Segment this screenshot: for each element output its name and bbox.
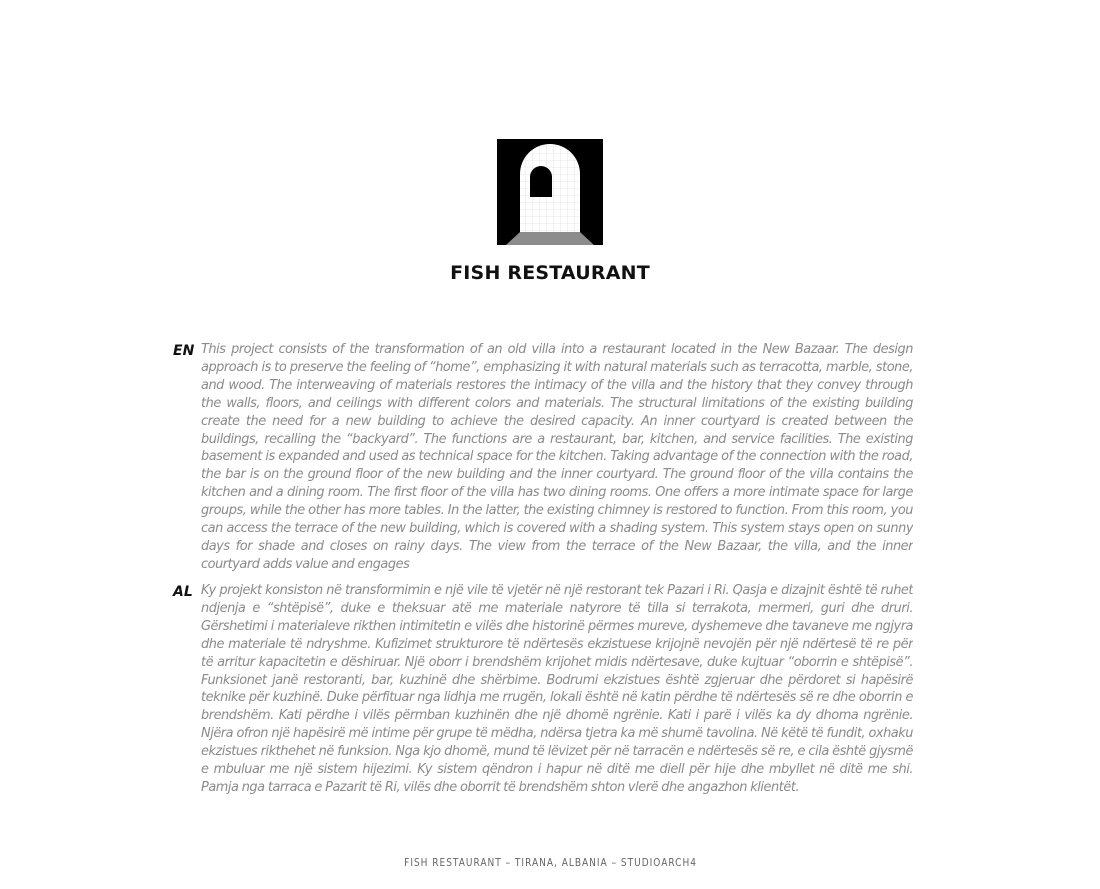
language-label-al: AL xyxy=(173,584,193,600)
description-text-en: This project consists of the transformation of an old villa into a restaurant located in the New Bazaar. The design approach is to preserve the feeling of “home”, emphasizing it with natural materials such as terracotta, marble, stone, and wood. The interweaving of materials restores the intimacy of the villa and the history that they convey through the walls, floors, and ceilings with different colors and materials. The structural limitations of the existing building create the need for a new building to achieve the desired capacity. An inner courtyard is created between the buildings, recalling the “backyard”. The functions are a restaurant, bar, kitchen, and service facilities. The existing basement is expanded and used as technical space for the kitchen. Taking advantage of the connection with the road, the bar is on the ground floor of the new building and the inner courtyard. The ground floor of the villa contains the kitchen and a dining room. The first floor of the villa has two dining rooms. One offers a more intimate space for large groups, while the other has more tables. In the latter, the existing chimney is restored to function. From this room, you can access the terrace of the new building, which is covered with a shading system. This system stays open on sunny days for shade and closes on rainy days. The view from the terrace of the New Bazaar, the villa, and the inner courtyard adds value and engages xyxy=(201,342,913,572)
arched-doorway-icon xyxy=(497,139,603,245)
description-english xyxy=(170,341,914,573)
footer-caption: FISH RESTAURANT – TIRANA, ALBANIA – STUDIOARCH4 xyxy=(404,856,697,869)
page-title: FISH RESTAURANT xyxy=(450,262,650,284)
description-albanian xyxy=(170,582,914,797)
description-text-al: Ky projekt konsiston në transformimin e një vile të vjetër në një restorant tek Pazari i Ri. Qasja e dizajnit është të ruhet ndjenja e “shtëpisë”, duke e theksuar atë me materiale natyrore të tilla si terrakota, mermeri, guri dhe druri. Gërshetimi i materialeve rikthen intimitetin e vilës dhe historinë përmes mureve, dyshemeve dhe tavaneve me ngjyra dhe materiale të ndryshme. Kufizimet strukturore të ndërtesës ekzistuese krijojnë nevojën për një ndërtesë të re për të arritur kapacitetin e dëshiruar. Një oborr i brendshëm krijohet midis ndërtesave, duke kujtuar “oborrin e shtëpisë”. Funksionet janë restoranti, bar, kuzhinë dhe shërbime. Bodrumi ekzistues është zgjeruar dhe përdoret si hapësirë teknike për kuzhinë. Duke përfituar nga lidhja me rrugën, lokali është në katin përdhe të ndërtesës së re dhe oborrin e brendshëm. Kati përdhe i vilës përmban kuzhinën dhe një dhomë ngrënie. Kati i parë i vilës ka dy dhoma ngrënie. Njëra ofron një hapësirë më intime për grupe të mëdha, ndërsa tjetra ka më shumë tavolina. Në këtë të fundit, oxhaku ekzistues rikthehet në funksion. Nga kjo dhomë, mund të lëvizet për në tarracën e ndërtesës së re, e cila është gjysmë e mbuluar me një sistem hijezimi. Ky sistem qëndron i hapur në ditë me diell për hije dhe mbyllet në ditë me shi. Pamja nga tarraca e Pazarit të Ri, vilës dhe oborrit të brendshëm shton vlerë dhe angazhon klientët. xyxy=(201,583,913,795)
language-label-en: EN xyxy=(173,343,195,359)
